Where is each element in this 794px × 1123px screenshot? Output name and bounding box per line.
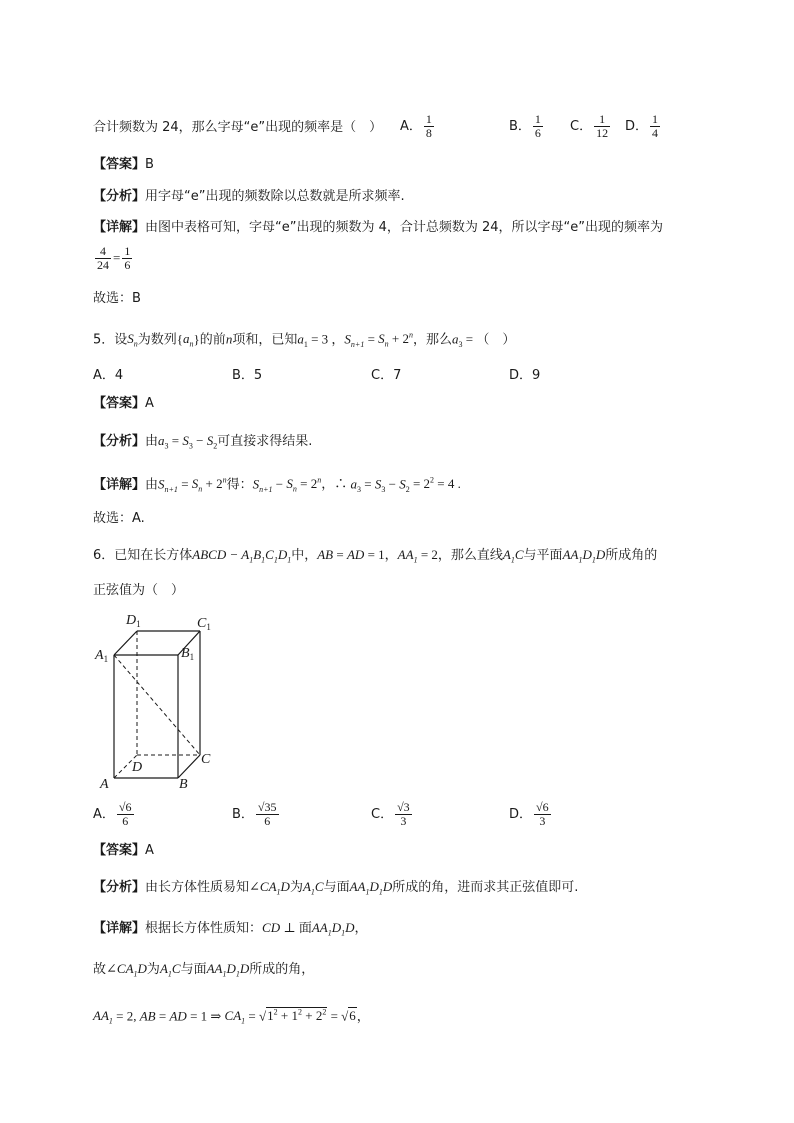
q4-stem: 合计频数为 24，那么字母“e”出现的频率是（ ） bbox=[93, 120, 383, 135]
q6-option-b: B． $\frac{√35}{6}$ bbox=[232, 800, 277, 828]
q6-option-d: D． $\frac{√6}{3}$ bbox=[509, 800, 549, 828]
q4-analysis: 【分析】用字母“e”出现的频数除以总数就是所求频率. bbox=[93, 189, 405, 204]
q6-answer: 【答案】A bbox=[93, 843, 154, 858]
q6-analysis: 【分析】由长方体性质易知$\angle CA_1D$为$A_1C$与面$AA_1D_1D$所成的角，进而求其正弦值即可. bbox=[93, 879, 579, 897]
q4-choose: 故选：B bbox=[93, 291, 141, 306]
q4-answer: 【答案】B bbox=[93, 157, 154, 172]
q4-option-d: D． $\frac{1}{4}$ bbox=[625, 112, 659, 140]
label-A1: $A_1$ bbox=[95, 648, 109, 664]
q6-stem-line2: 正弦值为（ ） bbox=[93, 583, 185, 598]
label-D1: $D_1$ bbox=[126, 613, 141, 629]
q6-detail-line2: 故$\angle CA_1D$为$A_1C$与面$AA_1D_1D$所成的角， bbox=[93, 961, 315, 979]
q5-answer: 【答案】A bbox=[93, 396, 154, 411]
q5-detail: 【详解】由$S_{n+1} = S_n + 2^n$得：$S_{n+1} - S_n = 2^n$，∴ $a_3 = S_3 - S_2 = 2^2 = 4$ . bbox=[93, 476, 461, 494]
q6-stem: 6．已知在长方体ABCD − $A_1B_1C_1D_1$中，AB = AD = 1，$AA_1 = 2$，那么直线$A_1C$与平面$AA_1D_1D$所成角的 bbox=[93, 547, 658, 565]
q6-detail-line3: $AA_1 = 2$, AB = AD = 1 ⇒ $CA_1 = √1^2 + 1^2 + 2^2 = √6$， bbox=[93, 1008, 370, 1026]
q5-option-a: A．4 bbox=[93, 368, 124, 383]
q5-stem: 5．设$S_n$为数列$\{a_n\}$的前n项和，已知$a_1 = 3$ ，$S_{n+1} = S_n + 2^n$，那么$a_3$ = （ ） bbox=[93, 331, 516, 349]
label-C: C bbox=[201, 752, 211, 767]
q5-choose: 故选：A. bbox=[93, 511, 145, 526]
q4-option-a: A． $\frac{1}{8}$ bbox=[400, 112, 432, 140]
label-B1: $B_1$ bbox=[181, 646, 195, 662]
q6-cuboid-figure bbox=[92, 610, 222, 792]
q5-option-b: B．5 bbox=[232, 368, 263, 383]
q6-option-a: A． $\frac{√6}{6}$ bbox=[93, 800, 132, 828]
label-C1: $C_1$ bbox=[197, 616, 211, 632]
label-A: A bbox=[100, 777, 109, 792]
q4-stem-line bbox=[93, 119, 382, 137]
q4-option-c: C． $\frac{1}{12}$ bbox=[570, 112, 609, 140]
label-B: B bbox=[179, 777, 188, 792]
q4-detail-fraction: $\frac{4}{24}$ = $\frac{1}{6}$ bbox=[97, 244, 131, 272]
label-D: D bbox=[132, 760, 143, 775]
q5-option-d: D．9 bbox=[509, 368, 541, 383]
q6-detail-line1: 【详解】根据长方体性质知：CD ⊥ 面$AA_1D_1D$， bbox=[93, 920, 368, 938]
q4-detail: 【详解】由图中表格可知，字母“e”出现的频数为 4，合计总频数为 24，所以字母“e”出现的频率为 bbox=[93, 220, 664, 235]
q6-option-c: C． $\frac{√3}{3}$ bbox=[371, 800, 410, 828]
q5-option-c: C．7 bbox=[371, 368, 402, 383]
q4-option-b: B． $\frac{1}{6}$ bbox=[509, 112, 541, 140]
q5-analysis: 【分析】由$a_3 = S_3 - S_2$可直接求得结果. bbox=[93, 433, 313, 451]
